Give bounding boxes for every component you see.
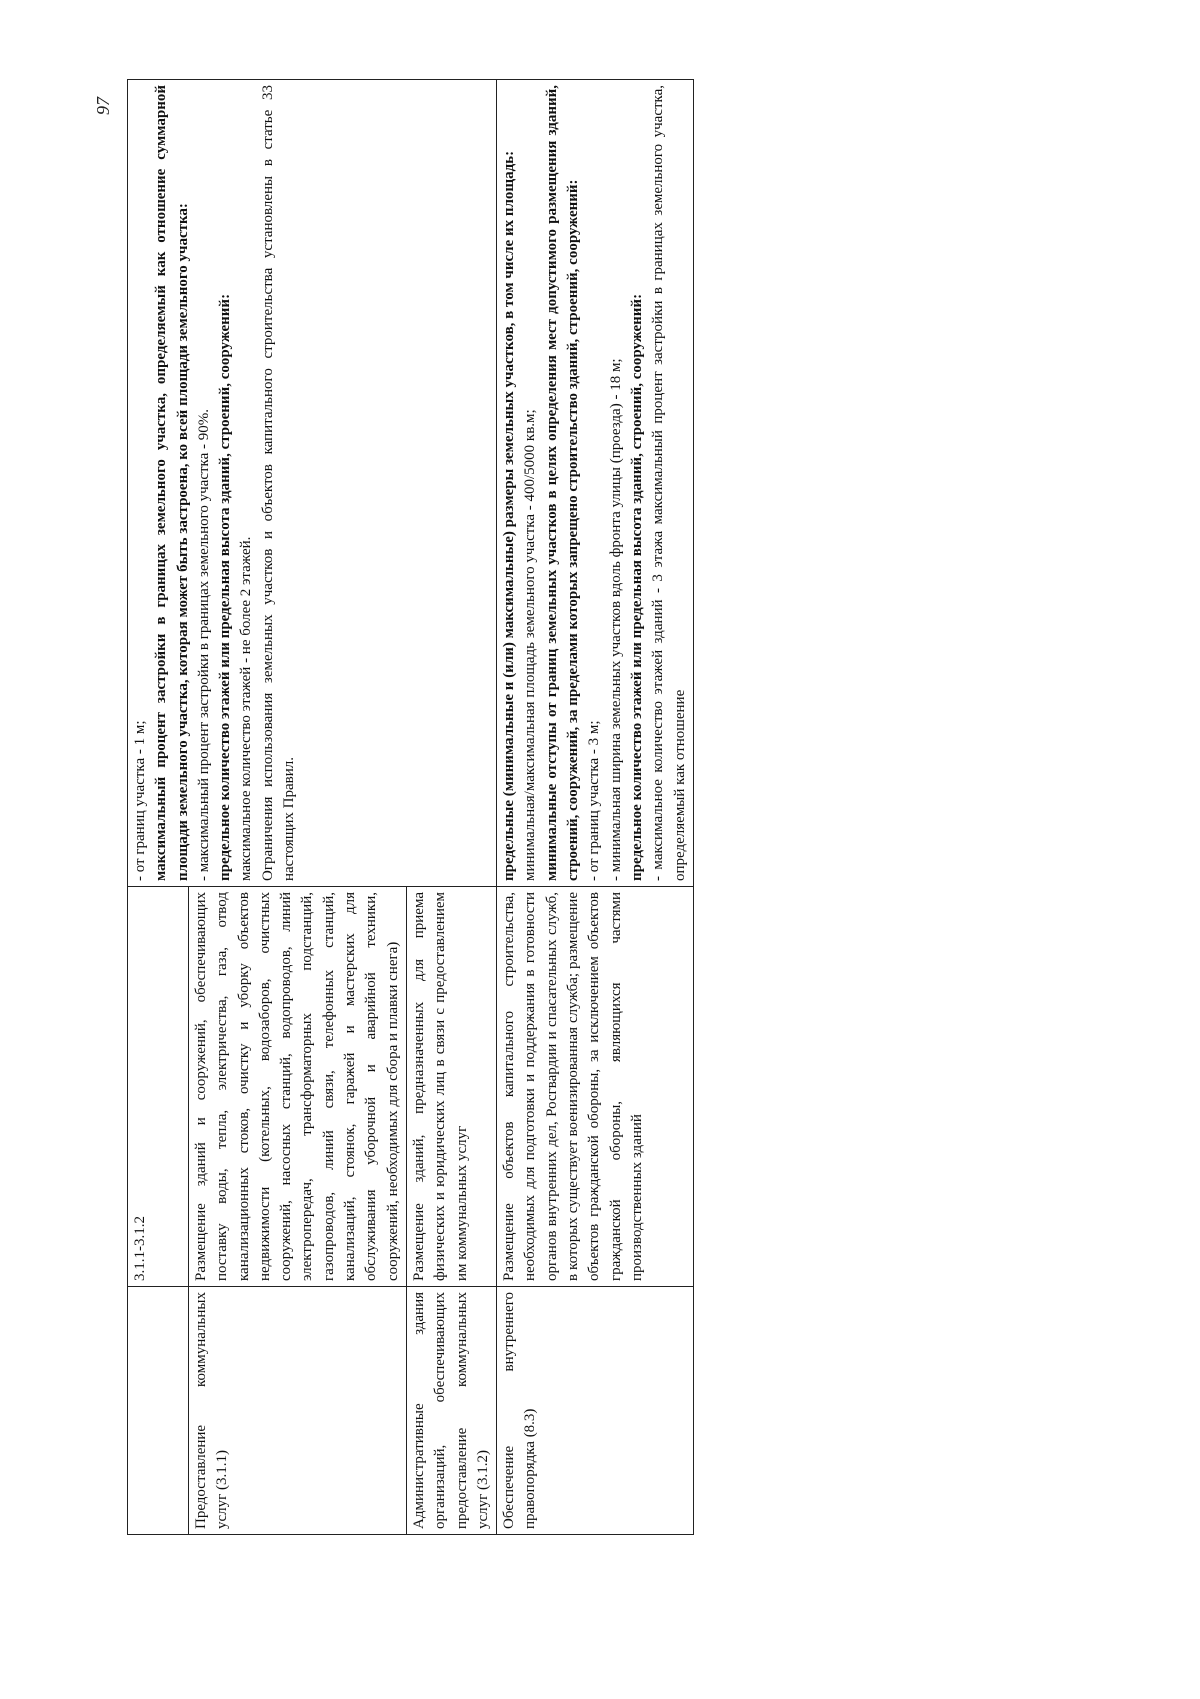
table-row: [497, 80, 694, 1535]
param-line: предельное количество этажей или предельная высота зданий, строений, сооружений:: [217, 293, 234, 881]
table-cell-description: Размещение объектов капитального строительства, необходимых для подготовки и поддержания в готовности органов внутренних дел, Росгвардии и спасательных служб, в которых существует военизированная служба; размещение объектов гражданской обороны, за исключением объектов гражданской обороны, являющихся частями производственных зданий: [497, 887, 694, 1287]
table-cell-parameters: [497, 80, 694, 887]
table-cell-parameters: [128, 80, 497, 887]
param-line: предельное количество этажей или предельная высота зданий, строений, сооружений:: [628, 293, 645, 881]
param-line: предельные (минимальные и (или) максимальные) размеры земельных участков, в том числе их площадь:: [501, 150, 518, 881]
table-cell-use-type: Административные здания организаций, обеспечивающих предоставление коммунальных услуг (3.1.2): [406, 1287, 496, 1535]
table-cell-code: 3.1.1-3.1.2: [128, 887, 189, 1287]
param-line: - максимальное количество этажей зданий - 3 этажа максимальный процент застройки в границах земельного участка, определяемый как отношение: [650, 85, 688, 881]
table-cell-use-type: Предоставление коммунальных услуг (3.1.1): [189, 1287, 407, 1535]
land-use-table: [127, 79, 694, 1535]
param-line: - максимальный процент застройки в границах земельного участка - 90%.: [195, 408, 212, 881]
rotated-landscape-page: [85, 80, 975, 1535]
table-row: [128, 80, 189, 1535]
param-line: минимальная/максимальная площадь земельного участка - 400/5000 кв.м;: [522, 409, 539, 881]
param-line: - минимальная ширина земельных участков вдоль фронта улицы (проезда) - 18 м;: [607, 358, 624, 881]
param-line: - от границ участка - 1 м;: [132, 720, 148, 881]
param-line: максимальный процент застройки в границах земельного участка, определяемый как отношение суммарной площади земельного участка, которая может быть застроена, ко всей площади земельного участка:: [153, 85, 191, 881]
table-cell-description: Размещение зданий и сооружений, обеспечивающих поставку воды, тепла, электричества, газа, отвод канализационных стоков, очистку и уборку объектов недвижимости (котельных, водозаборов, очистных сооружений, насосных станций, водопроводов, линий электропередач, трансформаторных подстанций, газопроводов, линий связи, телефонных станций, канализаций, стоянок, гаражей и мастерских для обслуживания уборочной и аварийной техники, сооружений, необходимых для сбора и плавки снега): [189, 887, 407, 1287]
param-line: - от границ участка - 3 м;: [586, 720, 603, 881]
param-line: минимальные отступы от границ земельных участков в целях определения мест допустимого размещения зданий, строений, сооружений, за пределами которых запрещено строительство зданий, строений, сооружений:: [543, 85, 582, 881]
table-cell-use-type: Обеспечение внутреннего правопорядка (8.3): [497, 1287, 694, 1535]
param-line: максимальное количество этажей - не более 2 этажей.: [238, 536, 255, 881]
param-line: Ограничения использования земельных участков и объектов капитального строительства установлены в статье 33 настоящих Правил.: [259, 85, 298, 881]
page-number: 97: [93, 97, 113, 115]
table-cell-use-type: [128, 1287, 189, 1535]
table-cell-description: Размещение зданий, предназначенных для приема физических и юридических лиц в связи с предоставлением им коммунальных услуг: [406, 887, 496, 1287]
